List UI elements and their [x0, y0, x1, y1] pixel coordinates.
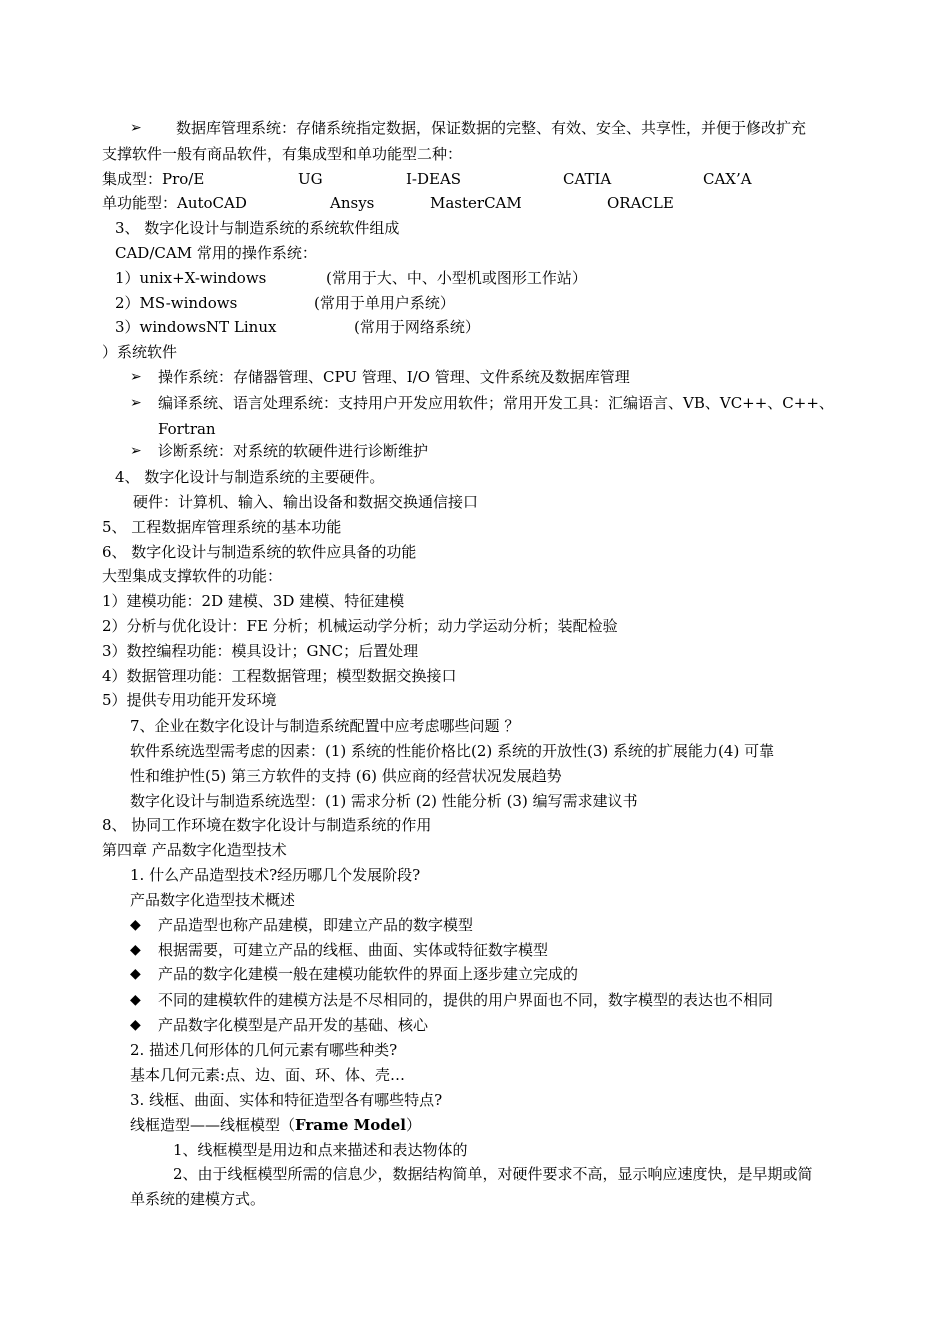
line-text: 产品数字化造型技术概述: [130, 891, 296, 909]
line-text: 3）windowsNT Linux: [115, 318, 277, 336]
line-text: 性和维护性(5) 第三方软件的支持 (6) 供应商的经营状况发展趋势: [130, 767, 562, 785]
line-text: 1. 什么产品造型技术?经历哪几个发展阶段?: [130, 866, 421, 884]
diamond-bullet-icon: ◆: [130, 966, 141, 982]
line-text: 5）提供专用功能开发环境: [102, 691, 277, 709]
line-text: 软件系统选型需考虑的因素：(1) 系统的性能价格比(2) 系统的开放性(3) 系统的扩展能力(4) 可靠: [130, 742, 775, 760]
line-note: (常用于单用户系统）: [314, 294, 455, 312]
line-text: 1、线框模型是用边和点来描述和表达物体的: [173, 1141, 468, 1159]
line-text: 3）数控编程功能：模具设计；GNC；后置处理: [102, 642, 419, 660]
line-text: ）系统软件: [102, 343, 178, 361]
line-text: 4）数据管理功能：工程数据管理；模型数据交换接口: [102, 667, 457, 685]
line-text: 1）unix+X-windows: [115, 269, 267, 287]
list-item: Ansys: [330, 194, 375, 212]
list-label: 单功能型：AutoCAD: [102, 194, 247, 212]
line-text: 2）MS-windows: [115, 294, 238, 312]
diamond-bullet-icon: ◆: [130, 1017, 141, 1033]
frame-model-term: Frame Model: [295, 1116, 406, 1134]
line-text: 支撑软件一般有商品软件，有集成型和单功能型二种：: [102, 145, 463, 163]
line-text: CAD/CAM 常用的操作系统：: [115, 244, 317, 262]
line-text: 数字化设计与制造系统选型：(1) 需求分析 (2) 性能分析 (3) 编写需求建议书: [130, 792, 638, 810]
line-text: 不同的建模软件的建模方法是不尽相同的，提供的用户界面也不同，数字模型的表达也不相同: [158, 991, 774, 1009]
line-text: 4、 数字化设计与制造系统的主要硬件。: [115, 468, 385, 486]
line-text: 2. 描述几何形体的几何元素有哪些种类?: [130, 1041, 398, 1059]
line-text: 基本几何元素:点、边、面、环、体、壳…: [130, 1066, 406, 1084]
line-text-part: 线框造型——线框模型（: [130, 1116, 296, 1134]
line-text: 硬件：计算机、输入、输出设备和数据交换通信接口: [133, 493, 479, 511]
arrow-bullet-icon: ➢: [130, 395, 142, 411]
list-item: MasterCAM: [430, 194, 522, 212]
arrow-bullet-icon: ➢: [130, 120, 142, 136]
line-text: 第四章 产品数字化造型技术: [102, 841, 287, 859]
line-text: 大型集成支撑软件的功能：: [102, 567, 283, 585]
list-item: ORACLE: [607, 194, 674, 212]
line-text-part: ）: [406, 1116, 422, 1134]
line-note: (常用于网络系统）: [354, 318, 480, 336]
arrow-bullet-icon: ➢: [130, 443, 142, 459]
diamond-bullet-icon: ◆: [130, 992, 141, 1008]
line-text: 诊断系统：对系统的软硬件进行诊断维护: [158, 442, 429, 460]
line-text: Fortran: [158, 420, 216, 438]
list-item: CATIA: [563, 170, 612, 188]
line-text: [130, 1115, 421, 1135]
line-text: 8、 协同工作环境在数字化设计与制造系统的作用: [102, 816, 432, 834]
line-text: 产品造型也称产品建模，即建立产品的数字模型: [158, 916, 474, 934]
arrow-bullet-icon: ➢: [130, 369, 142, 385]
line-text: 5、 工程数据库管理系统的基本功能: [102, 518, 342, 536]
list-label: 集成型：Pro/E: [102, 170, 205, 188]
line-text: 1）建模功能：2D 建模、3D 建模、特征建模: [102, 592, 405, 610]
line-text: 3. 线框、曲面、实体和特征造型各有哪些特点?: [130, 1091, 443, 1109]
diamond-bullet-icon: ◆: [130, 917, 141, 933]
line-text: 产品的数字化建模一般在建模功能软件的界面上逐步建立完成的: [158, 965, 579, 983]
line-text: 3、 数字化设计与制造系统的系统软件组成: [115, 219, 400, 237]
diamond-bullet-icon: ◆: [130, 942, 141, 958]
line-text: 产品数字化模型是产品开发的基础、核心: [158, 1016, 429, 1034]
line-text: 2）分析与优化设计：FE 分析；机械运动学分析；动力学运动分析；装配检验: [102, 617, 618, 635]
line-note: (常用于大、中、小型机或图形工作站）: [326, 269, 587, 287]
line-text: 6、 数字化设计与制造系统的软件应具备的功能: [102, 543, 417, 561]
list-item: CAX’A: [703, 170, 752, 188]
line-text: 数据库管理系统：存储系统指定数据，保证数据的完整、有效、安全、共享性，并便于修改扩充: [176, 119, 807, 137]
list-item: I-DEAS: [406, 170, 462, 188]
line-text: 单系统的建模方式。: [130, 1190, 266, 1208]
line-text: 根据需要，可建立产品的线框、曲面、实体或特征数字模型: [158, 941, 549, 959]
line-text: 操作系统：存储器管理、CPU 管理、I/O 管理、文件系统及数据库管理: [158, 368, 630, 386]
line-text: 编译系统、语言处理系统：支持用户开发应用软件；常用开发工具：汇编语言、VB、VC++、C++、: [158, 394, 834, 412]
list-item: UG: [298, 170, 323, 188]
line-text: 2、由于线框模型所需的信息少，数据结构简单，对硬件要求不高，显示响应速度快，是早期或简: [173, 1165, 813, 1183]
line-text: 7、企业在数字化设计与制造系统配置中应考虑哪些问题 ？: [130, 717, 520, 735]
